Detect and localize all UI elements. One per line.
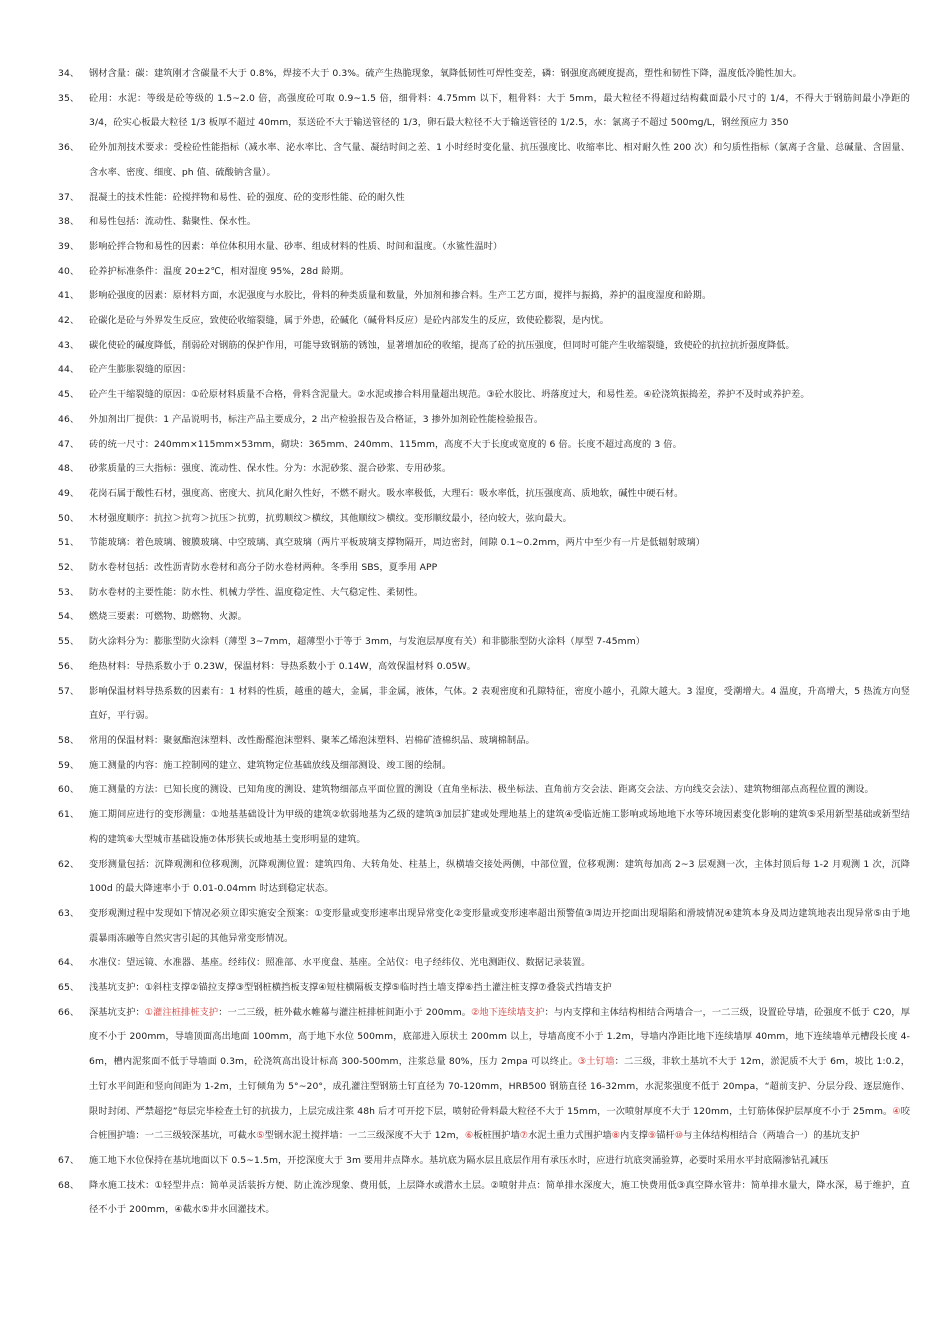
item-number: 65、 — [58, 982, 80, 994]
item-text: 砂浆质量的三大指标：强度、流动性、保水性。分为：水泥砂浆、混合砂浆、专用砂浆。 — [89, 463, 452, 475]
highlight-run: ⑩ — [674, 1130, 684, 1142]
highlight-run: ⑦ — [519, 1130, 529, 1142]
item-number: 59、 — [58, 759, 80, 771]
text-run: 板桩围护墙 — [473, 1130, 520, 1142]
item-number: 47、 — [58, 438, 80, 450]
item-text: 浅基坑支护：①斜柱支撑②锚拉支撑③型钢桩横挡板支撑④短柱横隔板支撑⑤临时挡土墙支撑⑥挡土灌注桩支撑⑦叠袋式挡墙支护 — [89, 982, 612, 994]
text-run: 咬合桩围护墙：一二三级较深基坑，可截水 — [89, 1105, 911, 1142]
item-text: 施工地下水位保持在基坑地面以下 0.5~1.5m，开挖深度大于 3m 要用井点降水。基坑底为隔水层且底层作用有承压水时，应进行坑底突涌验算，必要时采用水平封底隔渗钻孔减压 — [89, 1154, 829, 1166]
item-number: 43、 — [58, 339, 80, 351]
item-text: 变形观测过程中发现如下情况必须立即实施安全预案：①变形量或变形速率出现异常变化②变形量或变形速率超出预警值③周边开挖面出现塌陷和滑坡情况④建筑本身及周边建筑地表出现异常⑤由于地震暴雨冻融等自然灾害引起的其他异常变形情况。 — [89, 907, 910, 944]
item-number: 67、 — [58, 1154, 80, 1166]
highlight-run: ⑥ — [464, 1130, 474, 1142]
item-number: 66、 — [58, 1006, 80, 1018]
list-item — [58, 1174, 910, 1223]
text-run: 内支撑 — [620, 1130, 648, 1142]
list-item — [58, 729, 910, 754]
item-text: 防水卷材的主要性能：防水性、机械力学性、温度稳定性、大气稳定性、柔韧性。 — [89, 586, 424, 598]
item-text: 施工测量的内容：施工控制网的建立、建筑物定位基础放线及细部测设、竣工图的绘制。 — [89, 759, 452, 771]
text-run: 深基坑支护： — [89, 1006, 145, 1018]
text-run: ：一二三级，桩外截水帷幕与灌注桩排桩间距小于 200mm。 — [218, 1006, 472, 1018]
item-number: 50、 — [58, 512, 80, 524]
item-text: 碳化使砼的碱度降低，削弱砼对钢筋的保护作用，可能导致钢筋的锈蚀，显著增加砼的收缩，提高了砼的抗压强度，但同时可能产生收缩裂缝，致使砼的抗拉抗折强度降低。 — [89, 339, 795, 351]
list-item — [58, 457, 910, 482]
highlight-run: ①灌注桩排桩支护 — [144, 1006, 219, 1018]
item-text: 施工期间应进行的变形测量：①地基基础设计为甲级的建筑②软弱地基为乙级的建筑③加层扩建或处理地基上的建筑④受临近施工影响或场地地下水等环境因素变化影响的建筑⑤采用新型基础或新型结构的建筑⑥大型城市基础设施⑦体形狭长或地基土变形明显的建筑。 — [89, 809, 910, 845]
item-text: 绝热材料：导热系数小于 0.23W，保温材料：导热系数小于 0.14W，高效保温材料 0.05W。 — [89, 660, 477, 672]
list-item — [58, 334, 910, 359]
highlight-run: ②地下连续墙支护 — [471, 1006, 545, 1018]
list-item — [58, 778, 910, 803]
list-item — [58, 186, 910, 211]
highlight-run: ⑨ — [647, 1130, 657, 1142]
item-text: 燃烧三要素：可燃物、助燃物、火源。 — [89, 611, 247, 623]
list-item — [58, 680, 910, 729]
item-text: 钢材含量：碳：建筑刚才含碳量不大于 0.8%，焊接不大于 0.3%。硫产生热脆现象，氧降低韧性可焊性变差，磷：钢强度高硬度提高，塑性和韧性下降，温度低冷脆性加大。 — [89, 68, 802, 79]
item-number: 61、 — [58, 809, 80, 821]
list-item — [58, 754, 910, 779]
highlight-run: ③土钉墙 — [577, 1056, 615, 1068]
item-number: 63、 — [58, 907, 80, 919]
item-text: 影响砼强度的因素：原材料方面，水泥强度与水胶比，骨料的种类质量和数量，外加剂和掺合料。生产工艺方面，搅拌与振捣，养护的温度湿度和龄期。 — [89, 290, 712, 302]
text-run: 型钢水泥土搅拌墙：一二三级深度不大于 12m， — [264, 1130, 465, 1142]
list-item — [58, 482, 910, 507]
item-number: 41、 — [58, 290, 80, 302]
item-number: 52、 — [58, 562, 80, 574]
text-run: 与主体结构相结合（两墙合一）的基坑支护 — [683, 1130, 860, 1142]
item-text: 砼用：水泥：等级是砼等级的 1.5~2.0 倍，高强度砼可取 0.9~1.5 倍，细骨料：4.75mm 以下，粗骨料：大于 5mm，最大粒径不得超过结构截面最小尺寸的 1/4，不得大于钢筋间最小净距的 3/4，砼实心板最大粒径 1/3 板厚不超过 40mm，泵送砼不大于输送管径的 1/3，卵石最大粒径不大于输送管径的 1/2.5，水：氯离子不超过 500mg/L，钢丝预应力 350 — [89, 92, 910, 129]
item-number: 44、 — [58, 364, 80, 376]
list-item — [58, 260, 910, 285]
item-text — [89, 1001, 910, 1149]
text-run: 锚杆 — [656, 1130, 675, 1142]
item-number: 58、 — [58, 734, 80, 746]
item-number: 68、 — [58, 1179, 80, 1191]
list-item — [58, 507, 910, 532]
item-text: 外加剂出厂提供：1 产品说明书，标注产品主要成分，2 出产检验报告及合格证，3 掺外加剂砼性能检验报告。 — [89, 413, 544, 425]
list-item — [58, 408, 910, 433]
item-number: 42、 — [58, 315, 80, 327]
item-text: 砼碳化是砼与外界发生反应，致使砼收缩裂缝，属于外患，砼碱化（碱骨料反应）是砼内部发生的反应，致使砼膨裂，是内忧。 — [89, 315, 610, 327]
item-number: 45、 — [58, 389, 80, 401]
text-run: ：与内支撑和主体结构相结合两墙合一，一二三级，设置砼导墙，砼强度不低于 C20，厚度不小于 200mm，导墙顶面高出地面 100mm，高于地下水位 500mm，底部进入原状土 200mm 以上，导墙高度不小于 1.2m，导墙内净距比地下连续墙厚 40mm，地下连续墙单元槽段长度 4-6m，槽内泥浆面不低于导墙面 0.3m，砼浇筑高出设计标高 300-500mm，注浆总量 80%，压力 2mpa 可以终止。 — [89, 1006, 910, 1068]
item-text: 变形测量包括：沉降观测和位移观测，沉降观测位置：建筑四角、大转角处、柱基上，纵横墙交接处两侧，中部位置，位移观测：建筑每加高 2~3 层观测一次，主体封顶后每 1-2 月观测 1 次，沉降 100d 的最大降速率小于 0.01-0.04mm 时达到稳定状态。 — [89, 858, 910, 895]
item-text: 砖的统一尺寸：240mm×115mm×53mm，砌块：365mm、240mm、115mm，高度不大于长度或宽度的 6 倍。长度不超过高度的 3 倍。 — [89, 438, 682, 450]
list-item — [58, 581, 910, 606]
item-text: 防水卷材包括：改性沥青防水卷材和高分子防水卷材两种。冬季用 SBS，夏季用 APP — [89, 562, 438, 574]
list-item — [58, 309, 910, 334]
item-text: 花岗石属于酸性石材，强度高、密度大、抗风化耐久性好，不燃不耐火。吸水率极低，大理石：吸水率低，抗压强度高、质地软，碱性中硬石材。 — [89, 487, 684, 499]
item-number: 55、 — [58, 636, 80, 648]
item-text: 降水施工技术：①轻型井点：简单灵活装拆方便、防止流沙现象、费用低，上层降水或潜水土层。②喷射井点：简单排水深度大，施工快费用低③真空降水管井：简单排水量大，降水深，易于维护，直径不小于 200mm，④截水⑤井水回灌技术。 — [89, 1179, 910, 1216]
item-number: 64、 — [58, 957, 80, 969]
item-number: 53、 — [58, 586, 80, 598]
item-number: 54、 — [58, 611, 80, 623]
highlight-run: ④ — [892, 1105, 901, 1117]
item-number: 40、 — [58, 265, 80, 277]
item-text: 影响保温材料导热系数的因素有：1 材料的性质，越重的越大，金属，非金属，液体，气体。2 表观密度和孔隙特征，密度小越小，孔隙大越大。3 湿度，受潮增大。4 温度，升高增大，5 热流方向竖直好，平行弱。 — [89, 685, 910, 722]
list-item — [58, 902, 910, 951]
item-text: 常用的保温材料：聚氨酯泡沫塑料、改性酚醛泡沫塑料、聚苯乙烯泡沫塑料、岩棉矿渣棉织品、玻璃棉制品。 — [89, 734, 535, 746]
list-item — [58, 976, 910, 1001]
item-number: 39、 — [58, 240, 80, 252]
item-text: 影响砼拌合物和易性的因素：单位体积用水量、砂率、组成材料的性质、时间和温度。（水鲨性温时） — [89, 240, 503, 252]
item-text: 砼产生干缩裂缝的原因：①砼原材料质量不合格，骨料含泥量大。②水泥或掺合料用量超出规范。③砼水胶比、坍落度过大，和易性差。④砼浇筑振捣差，养护不及时或养护差。 — [89, 389, 810, 401]
list-item — [58, 433, 910, 458]
item-number: 38、 — [58, 216, 80, 228]
item-text: 水准仪：望远镜、水准器、基座。经纬仪：照准部、水平度盘、基座。全站仪：电子经纬仪、光电测距仪、数据记录装置。 — [89, 957, 591, 969]
item-number: 60、 — [58, 784, 80, 796]
item-number: 36、 — [58, 142, 80, 154]
list-item — [58, 383, 910, 408]
item-text: 砼产生膨胀裂缝的原因： — [89, 364, 192, 376]
item-text: 防火涂料分为：膨胀型防火涂料（薄型 3~7mm，超薄型小于等于 3mm，与发泡层厚度有关）和非膨胀型防火涂料（厚型 7-45mm） — [89, 636, 646, 648]
item-text: 和易性包括：流动性、黏聚性、保水性。 — [89, 216, 257, 228]
highlight-run: ⑤ — [256, 1130, 265, 1142]
item-number: 48、 — [58, 463, 80, 475]
highlight-run: ⑧ — [611, 1130, 621, 1142]
item-text: 木材强度顺序：抗拉＞抗弯＞抗压＞抗剪，抗剪顺纹＞横纹，其他顺纹＞横纹。变形顺纹最小，径向较大，弦向最大。 — [89, 512, 572, 524]
list-item — [58, 358, 910, 383]
list-item — [58, 951, 910, 976]
text-run: 水泥土重力式围护墙 — [528, 1130, 612, 1142]
list-item-deep-foundation — [58, 1001, 910, 1149]
item-number: 62、 — [58, 858, 80, 870]
text-run: ：二三级，非软土基坑不大于 12m，淤泥质不大于 6m，坡比 1:0.2，土钉水平间距和竖向间距为 1-2m，土钉倾角为 5°~20°，成孔灌注型钢筋土钉直径为 70-120mm，HRB500 钢筋直径 16-32mm，水泥浆强度不低于 20mpa，“超前支护、分层分段、逐层施作、限时封闭、严禁超挖”每层完毕检查土钉的抗拔力，上层完成注浆 48h 后才可开挖下层，喷射砼骨料最大粒径不大于 15mm，一次喷射厚度不大于 120mm，土钉筋体保护层厚度不小于 25mm。 — [89, 1056, 911, 1117]
item-text: 砼外加剂技术要求：受检砼性能指标（减水率、泌水率比、含气量、凝结时间之差、1 小时经时变化量、抗压强度比、收缩率比、相对耐久性 200 次）和匀质性指标（氯离子含量、总碱量、含固量、含水率、密度、细度、ph 值、硫酸钠含量）。 — [89, 142, 910, 178]
item-number: 57、 — [58, 685, 80, 697]
list-item — [58, 235, 910, 260]
list-item — [58, 803, 910, 852]
list-item — [58, 210, 910, 235]
list-item — [58, 556, 910, 581]
list-item — [58, 284, 910, 309]
item-text: 混凝土的技术性能：砼搅拌物和易性、砼的强度、砼的变形性能、砼的耐久性 — [89, 191, 405, 203]
item-text: 施工测量的方法：已知长度的测设、已知角度的测设、建筑物细部点平面位置的测设（直角坐标法、极坐标法、直角前方交会法、距离交会法、方向线交会法）、建筑物细部点高程位置的测设。 — [89, 784, 874, 796]
item-number: 49、 — [58, 487, 80, 499]
item-number: 46、 — [58, 413, 80, 425]
item-number: 34、 — [58, 68, 80, 79]
list-item — [58, 605, 910, 630]
list-item — [58, 853, 910, 902]
item-number: 37、 — [58, 191, 80, 203]
list-item — [58, 630, 910, 655]
list-item — [58, 531, 910, 556]
list-item — [58, 136, 910, 185]
list-item — [58, 62, 910, 87]
item-number: 51、 — [58, 537, 80, 549]
list-item — [58, 1149, 910, 1174]
list-item — [58, 655, 910, 680]
list-item — [58, 87, 910, 136]
item-number: 56、 — [58, 660, 80, 672]
item-number: 35、 — [58, 92, 80, 104]
item-text: 节能玻璃：着色玻璃、镀膜玻璃、中空玻璃、真空玻璃（两片平板玻璃支撑物隔开，周边密封，间隙 0.1~0.2mm，两片中至少有一片是低辐射玻璃） — [89, 537, 705, 549]
item-text: 砼养护标准条件：温度 20±2℃，相对湿度 95%，28d 龄期。 — [89, 265, 350, 277]
